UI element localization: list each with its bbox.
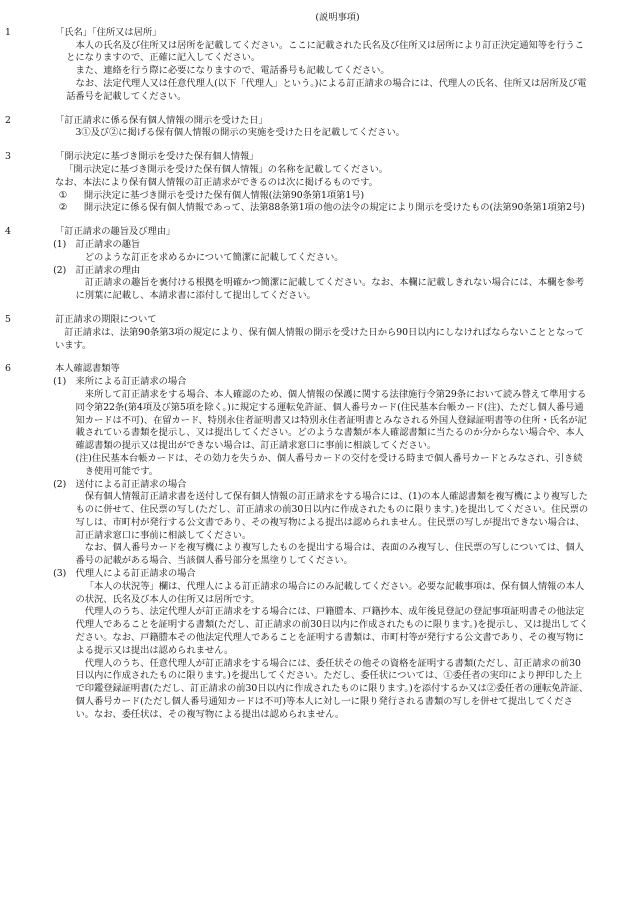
paragraph: また、連絡を行う際に必要になりますので、電話番号も記載してください。 <box>75 65 390 77</box>
section-2-heading <box>5 114 590 128</box>
subsection-title: 来所による訂正請求の場合 <box>75 376 187 388</box>
paragraph: 保有個人情報訂正請求書を送付して保有個人情報の訂正請求をする場合には、(1)の本人確認書類を複写機により複写したものに併せて、住民票の写し(ただし、訂正請求の前30日以内に作成されたものに限ります。)を提出してください。住民票の写しは、市町村が発行する公文書であり、その複写物による提出は認められません。住民票の写しが提出できない場合は、訂正請求窓口に事前に相談してください。 <box>75 491 589 541</box>
list-marker: ② <box>58 202 68 214</box>
section-number: 4 <box>5 226 11 238</box>
list-text: 開示決定に係る保有個人情報であって、法第88条第1項の他の法令の規定により開示を受けたもの(法第90条第1項第2号) <box>83 202 585 214</box>
paragraph: 3①及び②に掲げる保有個人情報の開示の実施を受けた日を記載してください。 <box>75 127 405 139</box>
list-marker: ① <box>58 189 68 201</box>
section-number: 6 <box>5 363 11 375</box>
section-title: 「訂正請求に係る保有個人情報の開示を受けた日」 <box>55 114 268 126</box>
section-number: 1 <box>5 26 11 38</box>
paragraph: なお、本法により保有個人情報の訂正請求ができるのは次に掲げるものです。 <box>55 176 378 188</box>
paragraph: 「開示決定に基づき開示を受けた保有個人情報」の名称を記載してください。 <box>64 163 388 175</box>
paragraph: 訂正請求は、法第90条第3項の規定により、保有個人情報の開示を受けた日から90日以内にしなければならないこととなっています。 <box>55 326 584 351</box>
subsection-number: (3) <box>53 568 67 580</box>
section-title: 「氏名」「住所又は居所」 <box>55 26 162 38</box>
subsection-title: 訂正請求の理由 <box>75 264 141 276</box>
list-item <box>55 202 590 215</box>
paragraph: 本人の氏名及び住所又は居所を記載してください。ここに記載された氏名及び住所又は居所により訂正決定通知等を行うことになりますので、正確に記入してください。 <box>66 39 585 64</box>
paragraph: なお、個人番号カードを複写機により複写したものを提出する場合は、表面のみ複写し、住民票の写しについては、個人番号の記載がある場合、当該個人番号部分を黒塗りしてください。 <box>75 542 584 567</box>
section-6-heading <box>5 363 590 376</box>
paragraph: なお、法定代理人又は任意代理人(以下「代理人」という。)による訂正請求の場合には、代理人の氏名、住所又は居所及び電話番号を記載してください。 <box>66 77 587 102</box>
subsection-heading <box>55 479 590 492</box>
paragraph: 来所して訂正請求をする場合、本人確認のため、個人情報の保護に関する法律施行令第29条において読み替えて準用する同令第22条(第4項及び第5項を除く。)に規定する運転免許証、個人番号カード(住民基本台帳カード(注)、ただし個人番号通知カードは不可)、在留カード、特別永住者証明書又は特別永住者証明書とみなされる外国人登録証明書等の住所・氏名が記載されている書類を提示し、又は提出してください。どのような書類が本人確認書類に当たるのか分からない場合や、本人確認書類の提示又は提出ができない場合は、訂正請求窓口に事前に相談してください。 <box>75 388 587 452</box>
subsection-title: 送付による訂正請求の場合 <box>75 478 187 490</box>
footnote: (注)住民基本台帳カードは、その効力を失うか、個人番号カードの交付を受ける時まで個人番号カードとみなされ、引き続き使用可能です。 <box>75 452 583 477</box>
section-title: 訂正請求の期限について <box>55 313 157 325</box>
paragraph: どのような訂正を求めるかについて簡潔に記載してください。 <box>84 251 344 263</box>
paragraph: 訂正請求の趣旨を裏付ける根拠を明確かつ簡潔に記載してください。なお、本欄に記載しきれない場合には、本欄を参考に別葉に記載し、本請求書に添付して提出してください。 <box>75 277 585 302</box>
subsection-heading <box>55 239 590 252</box>
section-1-heading <box>5 26 590 40</box>
section-4-heading <box>5 226 590 239</box>
subsection-number: (2) <box>53 478 67 490</box>
section-3-heading <box>5 151 590 164</box>
section-number: 2 <box>5 114 11 126</box>
section-title: 「訂正請求の趣旨及び理由」 <box>55 226 176 238</box>
paragraph: 代理人のうち、任意代理人が訂正請求をする場合には、委任状その他その資格を証明する書類(ただし、訂正請求の前30日以内に作成されたものに限ります。)を提出してください。ただし、委任状については、①委任者の実印により押印した上で印鑑登録証明書(ただし、訂正請求の前30日以内に作成されたものに限ります。)を添付するか又は②委任者の運転免許証、個人番号カード(ただし個人番号通知カードは不可)等本人に対し一に限り発行される書類の写しを併せて提出してください。なお、委任状は、その複写物による提出は認められません。 <box>75 657 589 720</box>
list-text: 開示決定に基づき開示を受けた保有個人情報(法第90条第1項第1号) <box>83 189 365 201</box>
subsection-heading <box>55 568 590 581</box>
subsection-number: (1) <box>53 376 67 388</box>
subsection-heading <box>55 376 590 389</box>
section-number: 5 <box>5 313 11 325</box>
paragraph: 「本人の状況等」欄は、代理人による訂正請求の場合にのみ記載してください。必要な記載事項は、保有個人情報の本人の状況、氏名及び本人の住所又は居所です。 <box>75 580 585 605</box>
section-number: 3 <box>5 151 11 163</box>
paragraph: 代理人のうち、法定代理人が訂正請求をする場合には、戸籍謄本、戸籍抄本、成年後見登記の登記事項証明書その他法定代理人であることを証明する書類(ただし、訂正請求の前30日以内に作成されたものに限ります。)を提示し、又は提出してください。なお、戸籍謄本その他法定代理人であることを証明する書類は、市町村等が発行する公文書であり、その複写物による提示又は提出は認められません。 <box>75 606 589 656</box>
subsection-heading <box>55 265 590 278</box>
subsection-title: 訂正請求の趣旨 <box>75 238 141 250</box>
section-title: 本人確認書類等 <box>55 363 120 375</box>
list-item <box>55 190 590 203</box>
section-title: 「開示決定に基づき開示を受けた保有個人情報」 <box>55 151 259 163</box>
subsection-number: (1) <box>53 238 67 250</box>
page-title: (説明事項) <box>315 12 360 23</box>
subsection-title: 代理人による訂正請求の場合 <box>75 568 196 580</box>
section-5-heading <box>5 313 590 327</box>
subsection-number: (2) <box>53 264 67 276</box>
